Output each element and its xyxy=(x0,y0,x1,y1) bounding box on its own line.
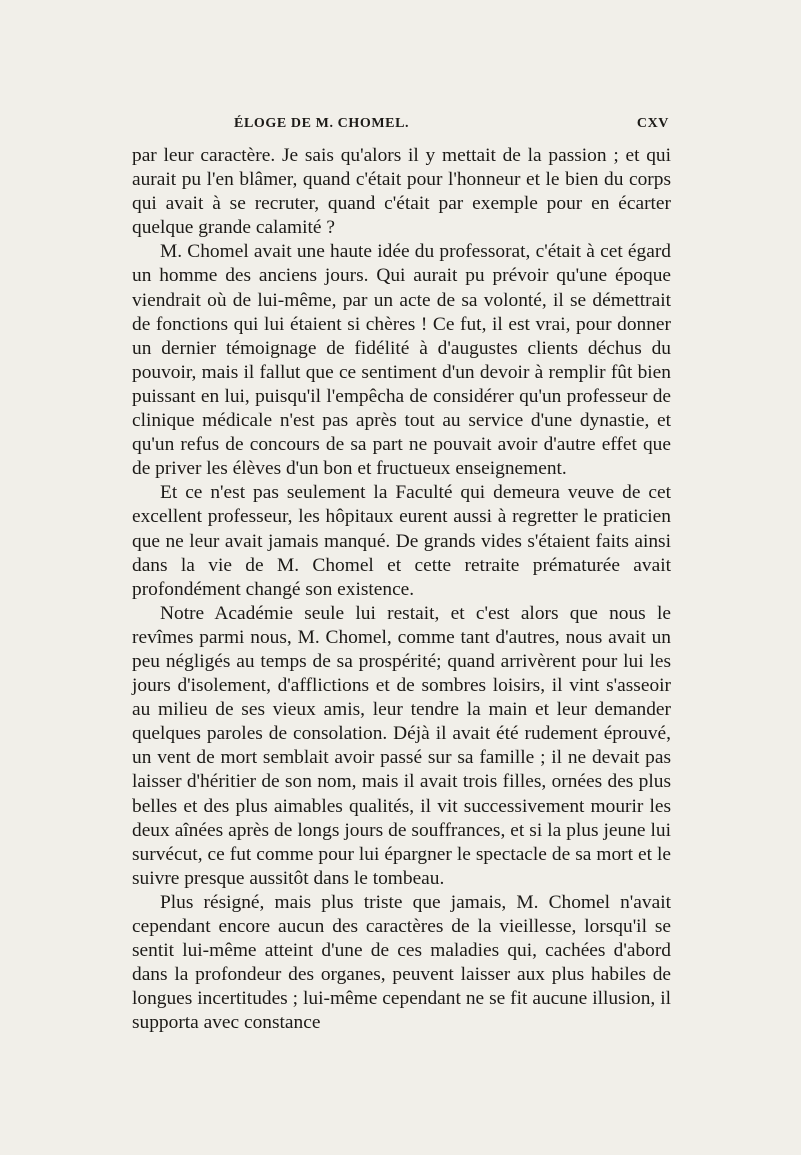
paragraph: par leur caractère. Je sais qu'alors il y mettait de la passion ; et qui aurait pu l'en blâmer, quand c'était pour l'honneur et le bien du corps qui avait à se recruter, quand c'était par exemple pour en écarter quelque grande calamité ? xyxy=(132,145,671,239)
paragraph: M. Chomel avait une haute idée du professorat, c'était à cet égard un homme des anciens jours. Qui aurait pu prévoir qu'une époque viendrait où de lui-même, par un acte de sa volonté, il se démettrait de fonctions qui lui étaient si chères ! Ce fut, il est vrai, pour donner un dernier témoignage de fidélité à d'augustes clients déchus du pouvoir, mais il fallut que ce sentiment d'un devoir à remplir fût bien puissant en lui, puisqu'il l'empêcha de considérer qu'un professeur de clinique médicale n'est pas après tout au service d'une dynastie, et qu'un refus de concours de sa part ne pouvait avoir d'autre effet que de priver les élèves d'un bon et fructueux enseignement. xyxy=(132,241,671,480)
body-text xyxy=(132,144,671,1035)
paragraph: Et ce n'est pas seulement la Faculté qui demeura veuve de cet excellent professeur, les hôpitaux eurent aussi à regretter le praticien que ne leur avait jamais manqué. De grands vides s'étaient faits ainsi dans la vie de M. Chomel et cette retraite prématurée avait profondément changé son existence. xyxy=(132,482,671,600)
paragraph: Notre Académie seule lui restait, et c'est alors que nous le revîmes parmi nous, M. Chomel, comme tant d'autres, nous avait un peu négligés au temps de sa prospérité; quand arrivèrent pour lui les jours d'isolement, d'afflictions et de sombres loisirs, il vint s'asseoir au milieu de ses vieux amis, leur tendre la main et leur demander quelques paroles de consolation. Déjà il avait été rudement éprouvé, un vent de mort semblait avoir passé sur sa famille ; il ne devait pas laisser d'héritier de son nom, mais il avait trois filles, ornées des plus belles et des plus aimables qualités, il vit successivement mourir les deux aînées après de longs jours de souffrances, et si la plus jeune lui survécut, ce fut comme pour lui épargner le spectacle de sa mort et le suivre presque aussitôt dans le tombeau. xyxy=(132,602,671,889)
running-title: ÉLOGE DE M. CHOMEL. xyxy=(234,116,410,131)
page-number: CXV xyxy=(636,116,669,131)
paragraph: Plus résigné, mais plus triste que jamais, M. Chomel n'avait cependant encore aucun des caractères de la vieillesse, lorsqu'il se sentit lui-même atteint d'une de ces maladies qui, cachées d'abord dans la profondeur des organes, peuvent laisser aux plus habiles de longues incertitudes ; lui-même cependant ne se fit aucune illusion, il supporta avec constance xyxy=(132,891,671,1034)
running-head xyxy=(130,116,669,136)
